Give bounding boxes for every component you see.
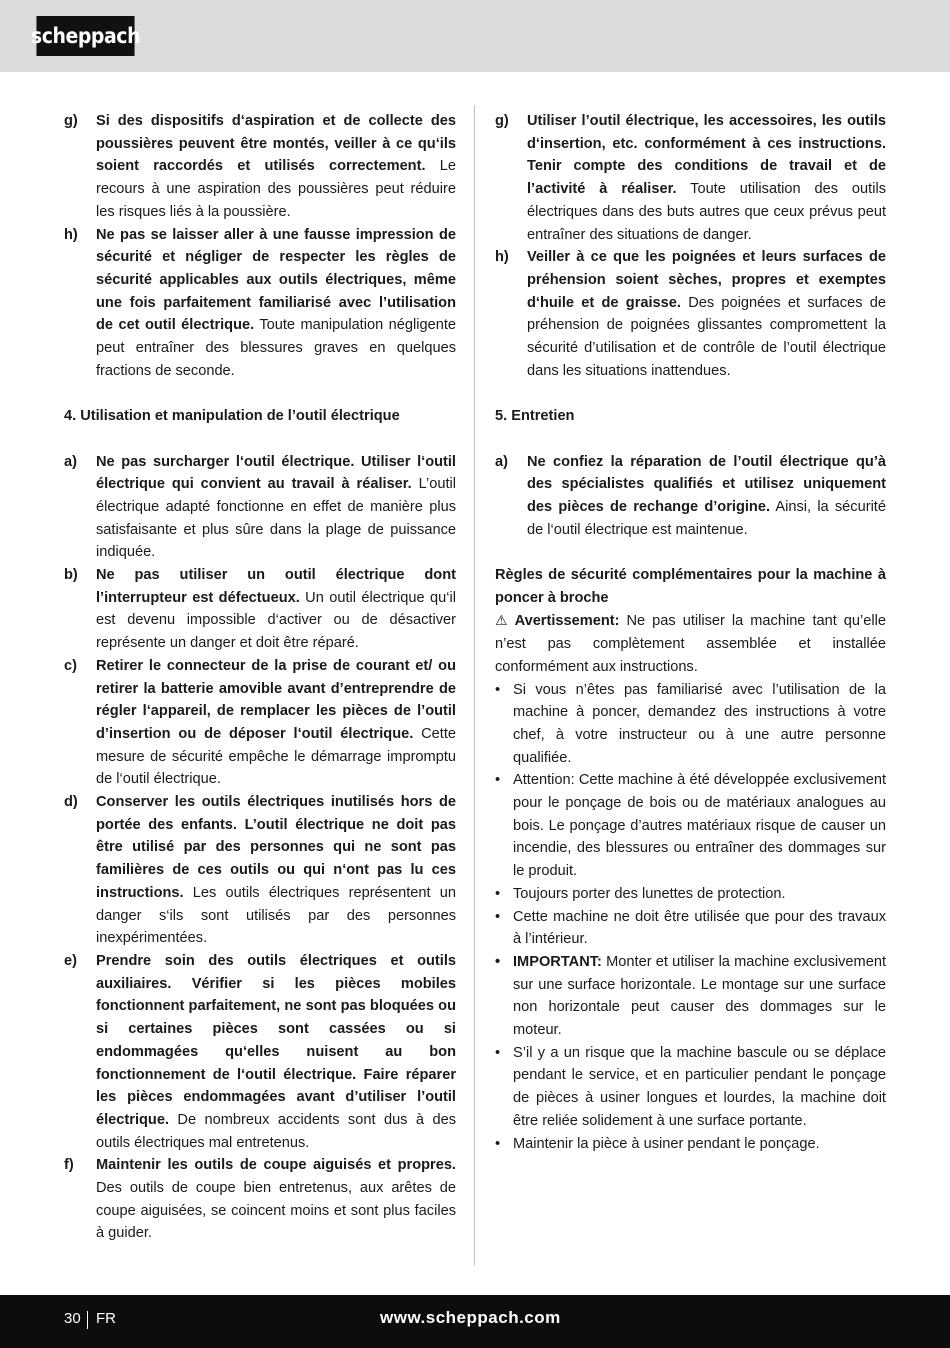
page-number: 30 — [64, 1310, 81, 1327]
right-column — [495, 110, 886, 1155]
item-text: Veiller à ce que les poignées et leurs surfaces de préhension soient sèches, propres et exemptes d‘huile et de graisse. Des poignées et surfaces de préhension de poignées glissantes compromettent la sécurité d’utilisation et de contrôle de l’outil électrique dans les situations inattendues. — [527, 249, 886, 379]
item-text: Retirer le connecteur de la prise de courant et/ ou retirer la batterie amovible avant d’entreprendre de régler l‘appareil, de remplacer les pièces de l’outil d’insertion ou de déposer l‘outil électrique. Cette mesure de sécurité empêche le démarrage impromptu de l‘outil électrique. — [96, 657, 457, 788]
item-label: d) — [64, 794, 78, 811]
bullet-item: • Si vous n’êtes pas familiarisé avec l’utilisation de la machine à poncer, demandez des instructions à votre chef, à votre instructeur ou à une autre personne qualifiée. — [495, 679, 886, 770]
section-heading-5: 5. Entretien — [495, 408, 575, 425]
bullet-icon: • — [495, 953, 501, 970]
list-item — [495, 451, 886, 542]
bullet-item: • Toujours porter des lunettes de protection. — [495, 883, 886, 906]
item-text: Ne confiez la réparation de l’outil électrique qu’à des spécialistes qualifiés et utilisez uniquement des pièces de rechange d’origine. Ainsi, la sécurité de l‘outil électrique est maintenue. — [527, 453, 886, 538]
item-text: Utiliser l’outil électrique, les accessoires, les outils d‘insertion, etc. conformément à ces instructions. Tenir compte des conditions de travail et de l’activité à réaliser. Toute utilisation des outils électriques dans des buts autres que ceux prévus peut entraîner des situations de danger. — [527, 113, 887, 243]
footer-separator — [87, 1311, 88, 1329]
page-footer — [0, 1295, 950, 1348]
list-item — [64, 451, 456, 565]
warning-label: Avertissement: — [514, 613, 620, 630]
item-text: Ne pas se laisser aller à une fausse impression de sécurité et négliger de respecter les règles de sécurité applicables aux outils électriques, même une fois parfaitement familiarisé avec l’utilisation de cet outil électrique. Toute manipulation négligente peut entraîner des blessures graves en quelques fractions de seconde. — [96, 226, 456, 379]
bullet-icon: • — [495, 681, 501, 698]
item-label: g) — [64, 113, 78, 129]
list-item — [495, 110, 886, 246]
item-label: c) — [64, 657, 77, 674]
list-item — [64, 1154, 456, 1245]
bullet-icon: • — [495, 772, 501, 789]
item-label: b) — [64, 567, 78, 584]
warning-text: Ne pas utiliser la machine tant qu’elle n’est pas complètement assemblée et installée conformément aux instructions. — [495, 613, 886, 675]
item-text: Ne pas utiliser un outil électrique dont l’interrupteur est défectueux. Un outil électrique qu‘il est devenu impossible d‘activer ou de désactiver représente un danger et doit être réparé. — [96, 567, 456, 652]
list-item — [64, 791, 456, 950]
warning-triangle-icon: ⚠ — [495, 612, 508, 629]
left-column — [64, 110, 456, 1245]
bullet-item: • Maintenir la pièce à usiner pendant le ponçage. — [495, 1133, 886, 1156]
item-label: a) — [495, 453, 508, 470]
item-label: f) — [64, 1157, 74, 1174]
column-divider — [474, 105, 475, 1265]
bullet-item: • Cette machine ne doit être utilisée que pour des travaux à l’intérieur. — [495, 906, 886, 951]
list-item — [64, 950, 456, 1154]
list-item — [64, 655, 456, 791]
list-item — [64, 224, 456, 383]
bullet-item: • S’il y a un risque que la machine bascule ou se déplace pendant le service, et en particulier pendant le ponçage de pièces à usiner longues et lourdes, la machine doit être reliée solidement à une surface portante. — [495, 1042, 886, 1133]
page-header — [0, 0, 950, 72]
item-text: Maintenir les outils de coupe aiguisés et propres. Des outils de coupe bien entretenus, aux arêtes de coupe aiguisées, se coincent moins et sont plus faciles à guider. — [96, 1157, 456, 1242]
item-text: Ne pas surcharger l‘outil électrique. Utiliser l‘outil électrique qui convient au travail à réaliser. L’outil électrique adapté fonctionne en effet de manière plus satisfaisante et plus sûre dans la plage de puissance indiquée. — [96, 453, 456, 561]
website-link[interactable]: www.scheppach.com — [380, 1308, 561, 1327]
bullet-item: • Attention: Cette machine à été développée exclusivement pour le ponçage de bois ou de matériaux analogues au bois. Le ponçage d’autres matériaux risque de causer un incendie, des blessures ou entraîner des dommages sur le produit. — [495, 769, 886, 883]
rules-heading: Règles de sécurité complémentaires pour la machine à poncer à broche — [495, 567, 886, 606]
item-label: g) — [495, 113, 509, 129]
bullet-icon: • — [495, 1135, 501, 1152]
list-item — [64, 564, 456, 655]
warning-paragraph — [495, 609, 886, 678]
item-label: h) — [495, 249, 509, 266]
list-item — [64, 110, 456, 224]
bullet-icon: • — [495, 885, 501, 902]
item-label: e) — [64, 952, 77, 969]
brand-logo: scheppach — [36, 16, 134, 56]
item-label: h) — [64, 226, 78, 243]
bullet-icon: • — [495, 1044, 501, 1061]
item-text: Prendre soin des outils électriques et outils auxiliaires. Vérifier si les pièces mobiles fonctionnent parfaitement, ne sont pas bloquées ou si certaines pièces sont cassées ou si endommagées qu‘elles nuisent au bon fonctionnement de l‘outil électrique. Faire réparer les pièces endommagées avant d’utiliser l’outil électrique. De nombreux accidents sont dus à des outils électriques mal entretenus. — [96, 952, 456, 1151]
bullet-icon: • — [495, 908, 501, 925]
item-text: Conserver les outils électriques inutilisés hors de portée des enfants. L’outil électrique ne doit pas être utilisé par des personnes qui ne sont pas familières de ces outils ou qui n‘ont pas lu ces instructions. Les outils électriques représentent un danger s‘ils sont utilisés par des personnes inexpérimentées. — [96, 794, 456, 947]
list-item — [495, 246, 886, 382]
section-heading-4: 4. Utilisation et manipulation de l’outil électrique — [64, 408, 400, 425]
item-text: Si des dispositifs d‘aspiration et de collecte des poussières peuvent être montés, veiller à ce qu‘ils soient raccordés et utilisés correctement. Le recours à une aspiration des poussières peut réduire les risques liés à la poussière. — [96, 113, 456, 220]
bullet-item: • IMPORTANT: Monter et utiliser la machine exclusivement sur une surface horizontale. Le montage sur une surface non horizontale peut causer des dommages sur le moteur. — [495, 951, 886, 1042]
item-label: a) — [64, 453, 77, 470]
language-code: FR — [96, 1310, 116, 1327]
